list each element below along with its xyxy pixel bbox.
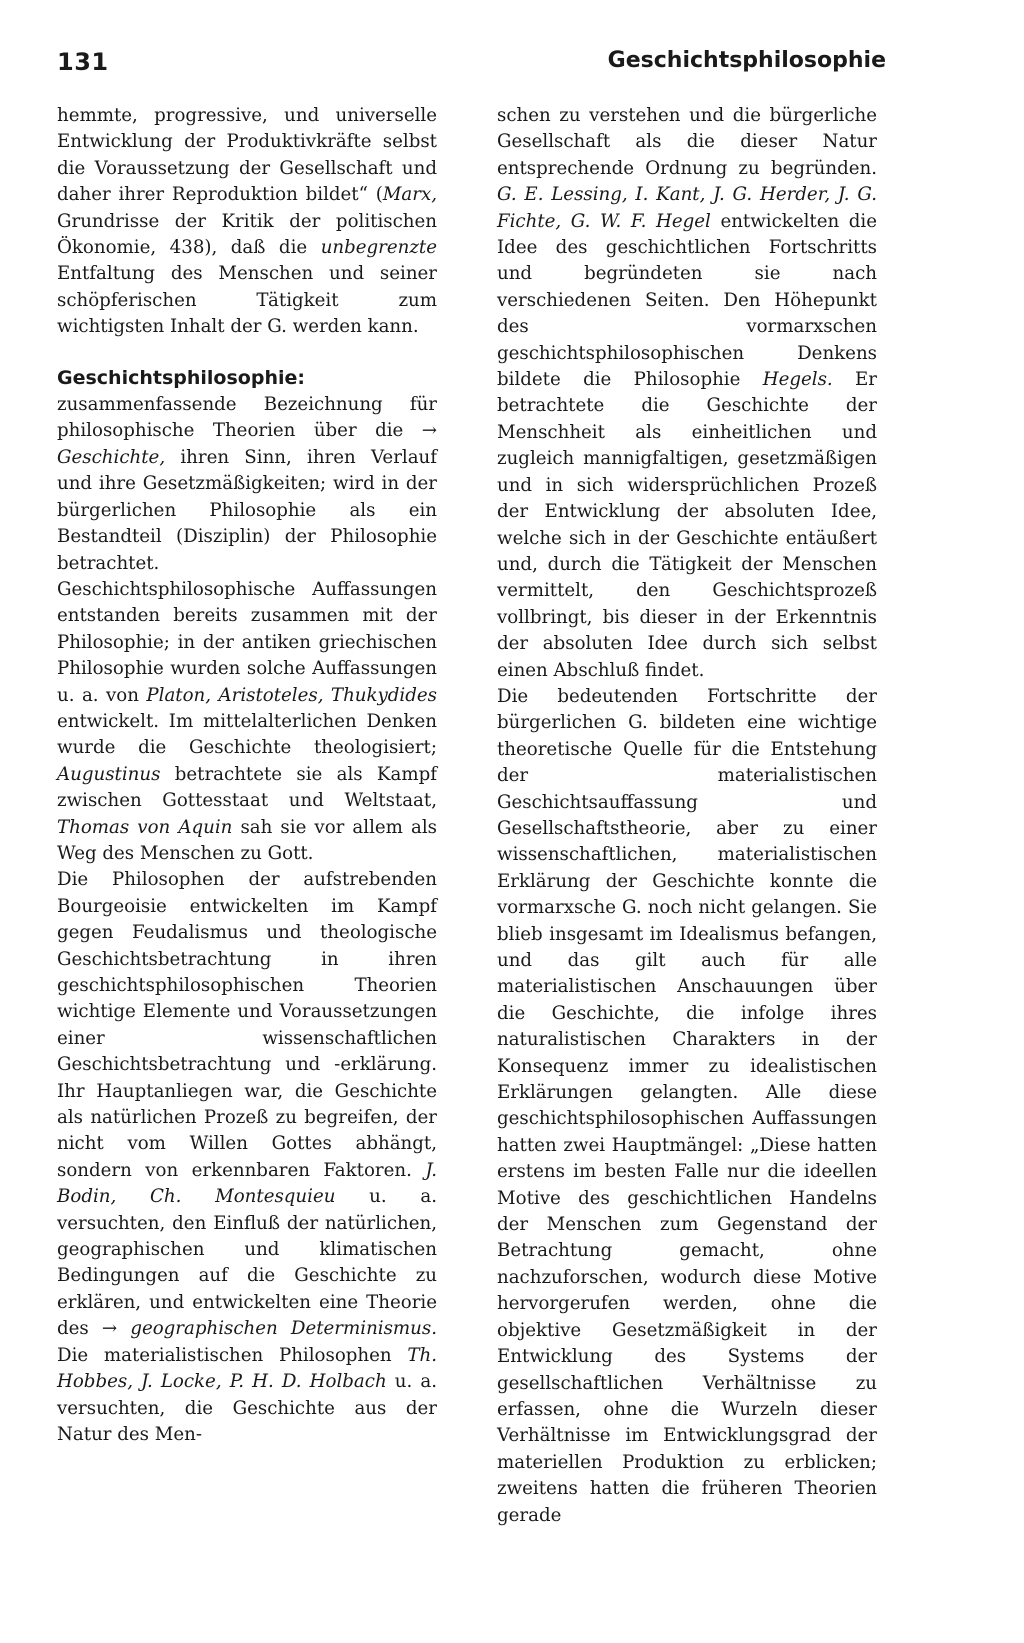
left-column [57, 103, 437, 1448]
emphasis: Augustinus [57, 763, 161, 785]
emphasis: Th. Hobbes, J. Locke, P. H. D. Holbach [57, 1344, 437, 1393]
paragraph: Die Philosophen der aufstrebenden Bourgeoisie entwickelten im Kampf gegen Feudalismus und theologische Geschichtsbetrachtung in ihren geschichtsphilosophischen Theorien wichtige Elemente und Voraussetzungen einer wissenschaftlichen Geschichtsbetrachtung und -erklärung. Ihr Hauptanliegen war, die Geschichte als natürlichen Prozeß zu begreifen, der nicht vom Willen Gottes abhängt, sondern von erkennbaren Faktoren. J. Bodin, Ch. Montesquieu u. a. versuchten, den Einfluß der natürlichen, geographischen und klimatischen Bedingungen auf die Geschichte zu erklären, und entwickelten eine Theorie des → geographischen Determinismus. Die materialistischen Philosophen Th. Hobbes, J. Locke, P. H. D. Holbach u. a. versuchten, die Geschichte aus der Natur des Men- [57, 869, 438, 1445]
emphasis: unbegrenzte [320, 237, 437, 259]
emphasis: G. E. Lessing, I. Kant, J. G. Herder, J. G. Fichte, G. W. F. Hegel [497, 184, 877, 232]
emphasis: Thomas von Aquin [57, 816, 233, 838]
entry-paragraph: Geschichtsphilosophie: zusammenfassende Bezeichnung für philosophische Theorien über die → Geschichte, ihren Sinn, ihren Verlauf und ihre Gesetzmäßigkeiten; wird in der bürgerlichen Philosophie als ein Bestandteil (Disziplin) der Philosophie betrachtet. [57, 366, 437, 574]
page-number: 131 [57, 48, 109, 76]
cross-reference: Geschichte, [57, 446, 166, 468]
emphasis: Marx, [382, 184, 437, 206]
right-column [497, 103, 877, 1529]
emphasis: J. Bodin, Ch. Montesquieu [57, 1159, 437, 1208]
emphasis: Platon, Aristoteles, Thukydides [146, 684, 437, 706]
paragraph: Geschichtsphilosophische Auffassungen entstanden bereits zusammen mit der Philosophie; in der antiken griechischen Philosophie wurden solche Auffassungen u. a. von Platon, Aristoteles, Thukydides entwickelt. Im mittelalterlichen Denken wurde die Geschichte theologisiert; Augustinus betrachtete sie als Kampf zwischen Gottesstaat und Weltstaat, Thomas von Aquin sah sie vor allem als Weg des Menschen zu Gott. [57, 578, 437, 864]
paragraph: Die bedeutenden Fortschritte der bürgerlichen G. bildeten eine wichtige theoretische Quelle für die Entstehung der materialistischen Geschichtsauffassung und Gesellschaftstheorie, aber zu einer wissenschaftlichen, materialistischen Erklärung der Geschichte konnte die vormarxsche G. noch nicht gelangen. Sie blieb insgesamt im Idealismus befangen, und das gilt auch für alle materialistischen Anschauungen über die Geschichte, die infolge ihres naturalistischen Charakters in der Konsequenz immer zu idealistischen Erklärungen gelangten. Alle diese geschichtsphilosophischen Auffassungen hatten zwei Hauptmängel: „Diese hatten erstens im besten Falle nur die ideellen Motive des geschichtlichen Handelns der Menschen zum Gegenstand der Betrachtung gemacht, ohne nachzuforschen, wodurch diese Motive hervorgerufen werden, ohne die objektive Gesetzmäßigkeit in der Entwicklung des Systems der gesellschaftlichen Verhältnisse zu erfassen, ohne die Wurzeln dieser Verhältnisse im Entwicklungsgrad der materiellen Produktion zu erblicken; zweitens hatten die früheren Theorien gerade [497, 685, 877, 1526]
running-head: Geschichtsphilosophie [607, 48, 886, 73]
cross-reference: geographischen Determinismus. [130, 1318, 438, 1340]
entry-headword: Geschichtsphilosophie: [57, 366, 305, 389]
paragraph: schen zu verstehen und die bürgerliche Gesellschaft als die dieser Natur entsprechende Ordnung zu begründen. G. E. Lessing, I. Kant, J. G. Herder, J. G. Fichte, G. W. F. Hegel entwickelten die Idee des geschichtlichen Fortschritts und begründeten sie nach verschiedenen Seiten. Den Höhepunkt des vormarxschen geschichtsphilosophischen Denkens bildete die Philosophie Hegels. Er betrachtete die Geschichte der Menschheit als einheitlichen und zugleich mannigfaltigen, gesetzmäßigen und in sich widersprüchlichen Prozeß der Entwicklung der absoluten Idee, welche sich in der Geschichte entäußert und, durch die Tätigkeit der Menschen vermittelt, den Geschichtsprozeß vollbringt, bis dieser in der Erkenntnis der absoluten Idee durch sich selbst einen Abschluß findet. [497, 105, 877, 681]
emphasis: Hegels. [762, 369, 833, 391]
paragraph: hemmte, progressive, und universelle Entwicklung der Produktivkräfte selbst die Voraussetzung der Gesellschaft und daher ihrer Reproduktion bildet“ (Marx, Grundrisse der Kritik der politischen Ökonomie, 438), daß die unbegrenzte Entfaltung des Menschen und seiner schöpferischen Tätigkeit zum wichtigsten Inhalt der G. werden kann. [57, 105, 437, 338]
